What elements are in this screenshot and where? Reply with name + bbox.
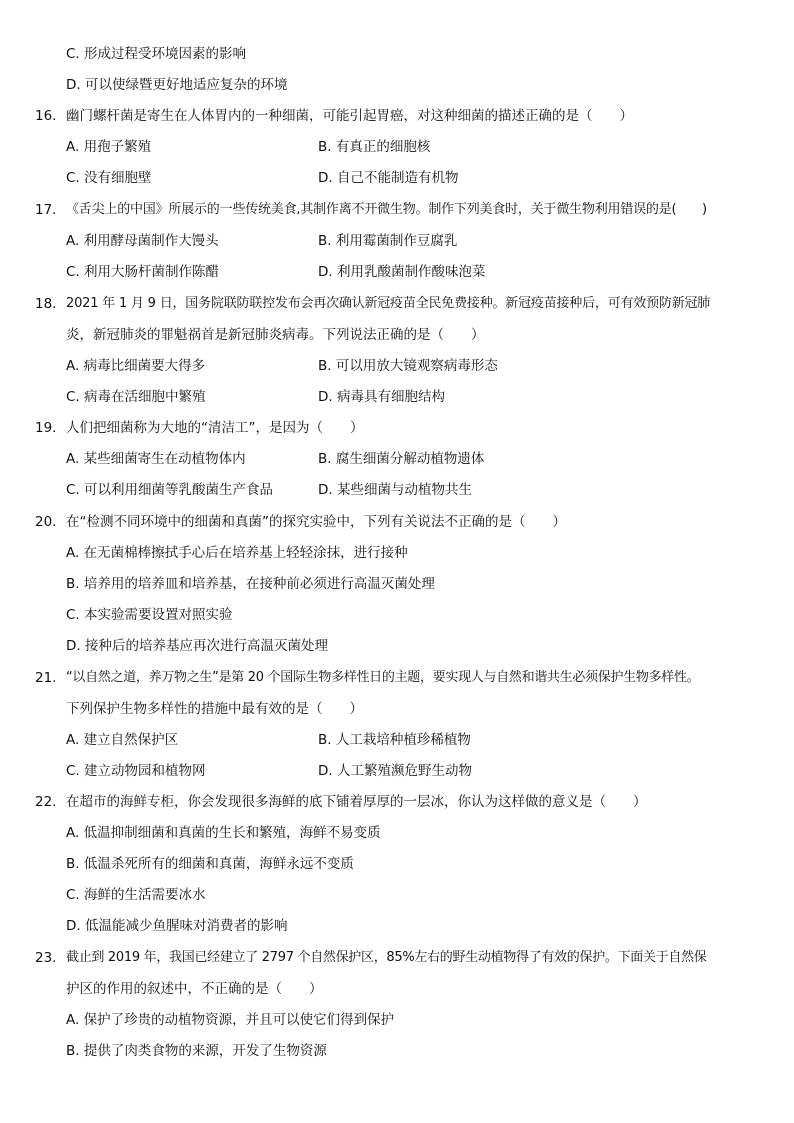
q18-stem-line2: 炎，新冠肺炎的罪魁祸首是新冠肺炎病毒。下列说法正确的是（ ） [66, 327, 485, 343]
q16-stem: 幽门螺杆菌是寄生在人体胃内的一种细菌，可能引起胃癌，对这种细菌的描述正确的是（ ） [66, 108, 633, 124]
q21-option-c: C. 建立动物园和植物网 [66, 763, 206, 779]
q21-option-d: D. 人工繁殖濒危野生动物 [318, 763, 472, 779]
q20-number: 20. [35, 514, 57, 530]
q16-option-c: C. 没有细胞壁 [66, 170, 152, 186]
q22-number: 22. [35, 794, 57, 810]
q20-stem: 在“检测不同环境中的细菌和真菌”的探究实验中，下列有关说法不正确的是（ ） [66, 514, 566, 530]
q18-option-c: C. 病毒在活细胞中繁殖 [66, 389, 206, 405]
q21-number: 21. [35, 670, 57, 686]
q19-option-c: C. 可以利用细菌等乳酸菌生产食品 [66, 482, 274, 498]
q23-option-b: B. 提供了肉类食物的来源，开发了生物资源 [66, 1043, 327, 1059]
q20-option-a: A. 在无菌棉棒擦拭手心后在培养基上轻轻涂抹，进行接种 [66, 545, 408, 561]
q19-option-a: A. 某些细菌寄生在动植物体内 [66, 451, 246, 467]
q19-stem: 人们把细菌称为大地的“清洁工”，是因为（ ） [66, 420, 364, 436]
q22-option-c: C. 海鲜的生活需要冰水 [66, 887, 206, 903]
q17-option-d: D. 利用乳酸菌制作酸味泡菜 [318, 264, 486, 280]
q15-option-d: D. 可以使绿暨更好地适应复杂的环境 [66, 77, 288, 93]
q22-option-d: D. 低温能减少鱼腥味对消费者的影响 [66, 918, 288, 934]
q17-option-b: B. 利用霉菌制作豆腐乳 [318, 233, 458, 249]
q16-option-b: B. 有真正的细胞核 [318, 139, 431, 155]
q18-number: 18. [35, 296, 57, 312]
q23-number: 23. [35, 950, 57, 966]
q21-option-a: A. 建立自然保护区 [66, 732, 179, 748]
q18-option-d: D. 病毒具有细胞结构 [318, 389, 445, 405]
q20-option-c: C. 本实验需要设置对照实验 [66, 607, 233, 623]
q21-stem-line1: “以自然之道，养万物之生”是第 20 个国际生物多样性日的主题，要实现人与自然和谐共生必须保护生物多样性。 [66, 670, 700, 685]
q17-option-c: C. 利用大肠杆菌制作陈醋 [66, 264, 220, 280]
q17-number: 17. [35, 202, 57, 218]
q20-option-b: B. 培养用的培养皿和培养基，在接种前必须进行高温灭菌处理 [66, 576, 435, 592]
q16-option-a: A. 用孢子繁殖 [66, 139, 152, 155]
q23-stem-line1: 截止到 2019 年，我国已经建立了 2797 个自然保护区，85%左右的野生动植物得了有效的保护。下面关于自然保 [66, 950, 707, 965]
q16-number: 16. [35, 108, 57, 124]
q17-stem: 《舌尖上的中国》所展示的一些传统美食,其制作离不开微生物。制作下列美食时，关于微生物利用错误的是( ) [66, 202, 707, 217]
q19-option-b: B. 腐生细菌分解动植物遗体 [318, 451, 485, 467]
q21-option-b: B. 人工栽培种植珍稀植物 [318, 732, 471, 748]
q21-stem-line2: 下列保护生物多样性的措施中最有效的是（ ） [66, 701, 363, 717]
q19-option-d: D. 某些细菌与动植物共生 [318, 482, 472, 498]
q20-option-d: D. 接种后的培养基应再次进行高温灭菌处理 [66, 638, 328, 654]
q23-option-a: A. 保护了珍贵的动植物资源，并且可以使它们得到保护 [66, 1012, 395, 1028]
q22-option-b: B. 低温杀死所有的细菌和真菌，海鲜永远不变质 [66, 856, 354, 872]
q15-option-c: C. 形成过程受环境因素的影响 [66, 46, 247, 62]
q16-option-d: D. 自己不能制造有机物 [318, 170, 459, 186]
q18-stem-line1: 2021 年 1 月 9 日，国务院联防联控发布会再次确认新冠疫苗全民免费接种。新冠疫苗接种后，可有效预防新冠肺 [66, 296, 711, 311]
q18-option-b: B. 可以用放大镜观察病毒形态 [318, 358, 498, 374]
q19-number: 19. [35, 420, 57, 436]
q18-option-a: A. 病毒比细菌要大得多 [66, 358, 206, 374]
q22-option-a: A. 低温抑制细菌和真菌的生长和繁殖，海鲜不易变质 [66, 825, 381, 841]
q22-stem: 在超市的海鲜专柜，你会发现很多海鲜的底下铺着厚厚的一层冰，你认为这样做的意义是（ ） [66, 794, 647, 810]
q17-option-a: A. 利用酵母菌制作大馒头 [66, 233, 219, 249]
q23-stem-line2: 护区的作用的叙述中，不正确的是（ ） [66, 981, 323, 997]
